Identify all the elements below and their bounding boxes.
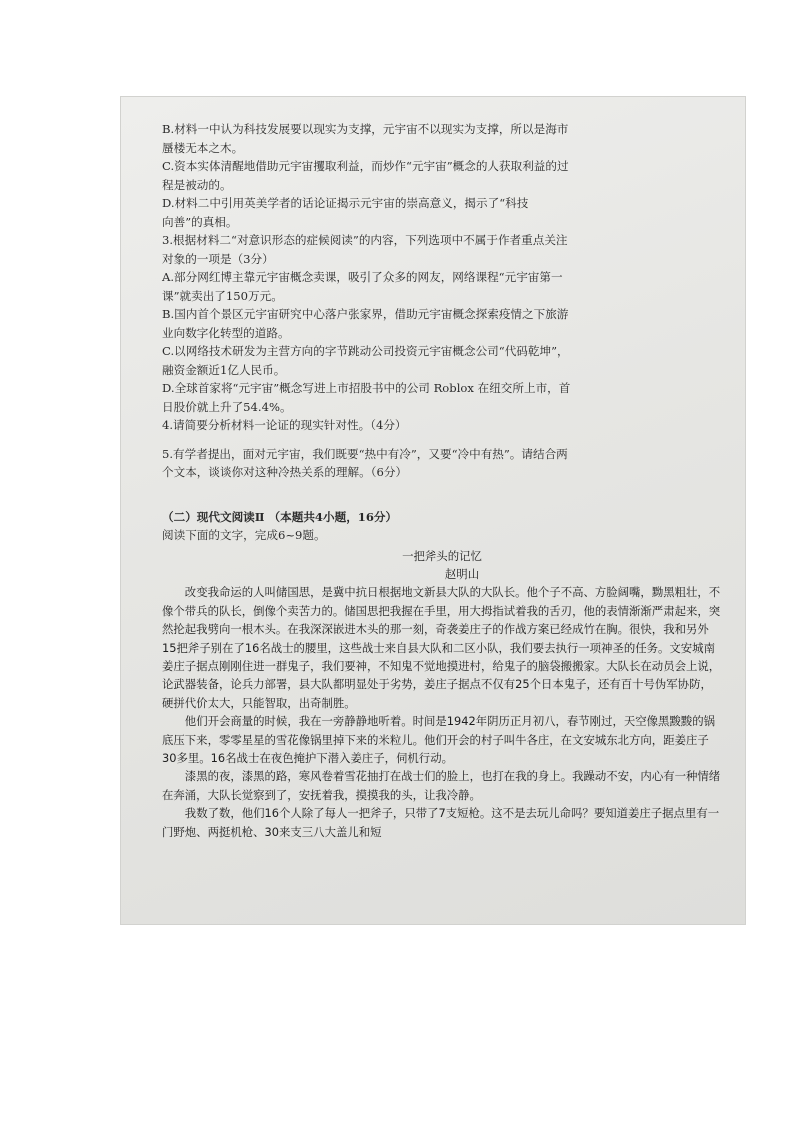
story [162, 547, 722, 842]
option-line: 业向数字化转型的道路。 [162, 325, 290, 340]
option-line: D.材料二中引用英美学者的话论证揭示元宇宙的崇高意义，揭示了“科技 [162, 196, 529, 210]
question-3-line: 3.根据材料二“对意识形态的症候阅读”的内容，下列选项中不属于作者重点关注 [162, 233, 568, 247]
document-content [162, 120, 722, 841]
option-line: B.国内首个景区元宇宙研究中心落户张家界，借助元宇宙概念探索疫情之下旅游 [162, 307, 569, 321]
story-paragraph: 他们开会商量的时候，我在一旁静静地听着。时间是1942年阴历正月初八，春节刚过，天空像黑黢黢的锅底压下来，零零星星的雪花像锅里掉下来的米粒儿。他们开会的村子叫牛各庄，在文安城东北方向，距姜庄子30多里。16名战士在夜色掩护下潜入姜庄子，伺机行动。 [162, 714, 715, 765]
option-line: C.资本实体清醒地借助元宇宙攫取利益，而炒作“元宇宙”概念的人获取利益的过 [162, 159, 569, 173]
option-line: C.以网络技术研发为主营方向的字节跳动公司投资元宇宙概念公司“代码乾坤”， [162, 344, 569, 358]
option-line: A.部分网红博主靠元宇宙概念卖课，吸引了众多的网友，网络课程“元宇宙第一 [162, 270, 563, 284]
section-title: （二）现代文阅读Ⅱ （本题共4小题，16分） [162, 509, 398, 524]
option-line: 日股价就上升了54.4%。 [162, 399, 292, 414]
question-5-line: 5.有学者提出，面对元宇宙，我们既要“热中有冷”，又要“冷中有热”。请结合两 [162, 446, 568, 461]
story-paragraph: 我数了数，他们16个人除了每人一把斧子，只带了7支短枪。这不是去玩儿命吗？要知道姜庄子据点里有一门野炮、两挺机枪、30来支三八大盖儿和短 [162, 806, 720, 839]
instruction: 阅读下面的文字，完成6~9题。 [162, 528, 326, 542]
author: 赵明山 [444, 566, 480, 581]
question-4: 4.请简要分析材料一论证的现实针对性。（4分） [162, 418, 407, 432]
document-photo [120, 96, 746, 925]
option-line: D.全球首家将“元宇宙”概念写进上市招股书中的公司 Roblox 在纽交所上市，首 [162, 381, 571, 395]
option-line: 程是被动的。 [162, 177, 232, 192]
option-line: 课”就卖出了150万元。 [162, 288, 283, 303]
question-5-line: 个文本，谈谈你对这种冷热关系的理解。（6分） [162, 465, 408, 479]
option-line: 向善”的真相。 [162, 214, 238, 229]
option-line: B.材料一中认为科技发展要以现实为支撑，元宇宙不以现实为支撑，所以是海市 [162, 122, 569, 136]
story-title: 一把斧头的记忆 [402, 548, 482, 563]
story-paragraph: 改变我命运的人叫储国思，是冀中抗日根据地文新县大队的大队长。他个子不高、方脸阔嘴，黝黑粗壮，不像个带兵的队长，倒像个卖苦力的。储国思把我握在手里，用大拇指试着我的舌刃，他的表情渐渐严肃起来，突然抡起我劈向一根木头。在我深深嵌进木头的那一刻，奇袭姜庄子的作战方案已经成竹在胸。很快，我和另外15把斧子别在了16名战士的腰里，这些战士来自县大队和二区小队，我们要去执行一项神圣的任务。文安城南姜庄子据点刚刚住进一群鬼子，我们要神，不知鬼不觉地摸进村，给鬼子的脑袋搬搬家。大队长在动员会上说，论武器装备，论兵力部署，县大队都明显处于劣势，姜庄子据点不仅有25个日本鬼子，还有百十号伪军协防，硬拼代价太大，只能智取，出奇制胜。 [162, 585, 721, 710]
story-paragraph: 漆黑的夜，漆黑的路，寒风卷着雪花抽打在战士们的脸上，也打在我的身上。我躁动不安，内心有一种情绪在奔涌，大队长觉察到了，安抚着我，摸摸我的头，让我冷静。 [162, 769, 721, 802]
option-line: 蜃楼无本之木。 [162, 140, 244, 155]
option-line: 融资金额近1亿人民币。 [162, 362, 286, 377]
question-3-line: 对象的一项是（3分） [162, 251, 274, 266]
